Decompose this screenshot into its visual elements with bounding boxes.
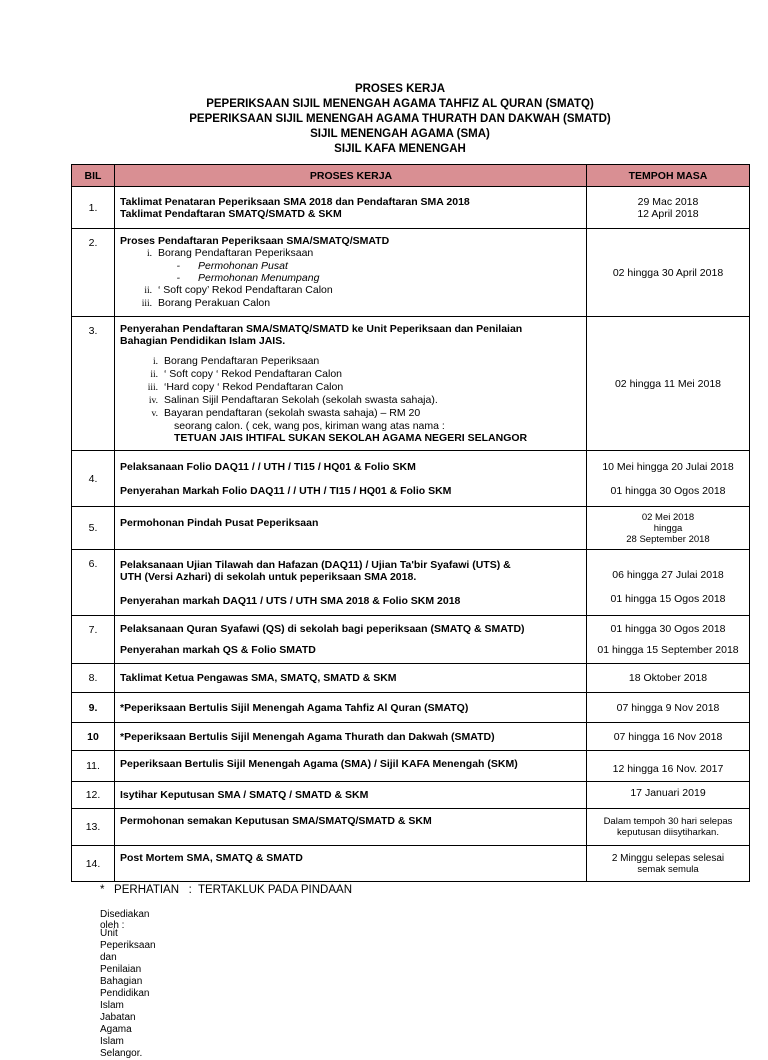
period-line: 01 hingga 15 Ogos 2018 [610,592,726,605]
table-row [72,723,750,751]
row-number: 14. [72,846,115,882]
organization-line: Jabatan Agama Islam Selangor. [100,1012,143,1059]
row-number: 8. [72,664,115,693]
row-period [587,616,750,664]
row-process: *Peperiksaan Bertulis Sijil Menengah Agama Tahfiz Al Quran (SMATQ) [115,693,587,723]
row-period: 02 hingga 11 Mei 2018 [587,317,750,451]
row-number: 12. [72,782,115,809]
process-line: Taklimat Pendaftaran SMATQ/SMATD & SKM [120,207,342,220]
list-item: - Permohonan Menumpang [176,272,320,284]
row-period [587,809,750,846]
amendment-note: * PERHATIAN : TERTAKLUK PADA PINDAAN [100,884,353,896]
row-number: 13. [72,809,115,846]
row-number: 6. [72,550,115,616]
period-line: Dalam tempoh 30 hari selepas [603,816,733,827]
row-process [115,229,587,317]
title-line: PEPERIKSAAN SIJIL MENENGAH AGAMA TAHFIZ AL QURAN (SMATQ) [206,98,594,110]
row-period [587,846,750,882]
row-process: Permohonan semakan Keputusan SMA/SMATQ/SMATD & SKM [115,809,587,846]
list-item: ii. ‘ Soft copy ‘ Rekod Pendaftaran Calon [150,368,343,380]
list-item: i. Borang Pendaftaran Peperiksaan [152,355,320,367]
payee-name: TETUAN JAIS IHTIFAL SUKAN SEKOLAH AGAMA NEGERI SELANGOR [174,432,528,444]
table-row [72,693,750,723]
row-number: 4. [72,451,115,507]
row-process: Post Mortem SMA, SMATQ & SMATD [115,846,587,882]
title-line: SIJIL MENENGAH AGAMA (SMA) [310,128,490,140]
period-line: 06 hingga 27 Julai 2018 [612,568,724,581]
header-bil: BIL [72,165,115,187]
row-process [115,616,587,664]
process-line: Penyerahan markah QS & Folio SMATD [120,644,316,656]
table-row [72,507,750,550]
process-line: Permohonan Pindah Pusat Peperiksaan [120,517,319,529]
organization-line: Unit Peperiksaan dan Penilaian [100,928,156,975]
period-line: 2 Minggu selepas selesai [611,852,725,864]
process-line: Penyerahan Markah Folio DAQ11 / / UTH / TI15 / HQ01 & Folio SKM [120,484,452,497]
row-period [587,507,750,550]
period-line: 01 hingga 30 Ogos 2018 [610,484,726,497]
period-line: semak semula [637,863,699,875]
table-row [72,451,750,507]
table-row [72,782,750,809]
row-process [115,550,587,616]
row-number: 7. [72,616,115,664]
row-period: 12 hingga 16 Nov. 2017 [587,751,750,782]
process-line: Pelaksanaan Quran Syafawi (QS) di sekolah bagi peperiksaan (SMATQ & SMATD) [120,623,525,635]
row-process [115,317,587,451]
list-item: iii. ‘Hard copy ‘ Rekod Pendaftaran Calon [147,381,344,393]
row-process: *Peperiksaan Bertulis Sijil Menengah Agama Thurath dan Dakwah (SMATD) [115,723,587,751]
table-row [72,550,750,616]
period-line: 01 hingga 30 Ogos 2018 [610,623,726,635]
period-line: 01 hingga 15 September 2018 [597,644,739,656]
row-process [115,187,587,229]
period-line: hingga [653,522,683,534]
row-period: 17 Januari 2019 [587,782,750,809]
title-line: PEPERIKSAAN SIJIL MENENGAH AGAMA THURATH DAN DAKWAH (SMATD) [189,113,611,125]
list-item: v. Bayaran pendaftaran (sekolah swasta sahaja) – RM 20 [151,407,421,419]
document-title [0,82,768,157]
process-line: Pelaksanaan Folio DAQ11 / / UTH / TI15 / HQ01 & Folio SKM [120,460,416,473]
list-item: iii. Borang Perakuan Calon [141,297,271,309]
row-process: Taklimat Ketua Pengawas SMA, SMATQ, SMATD & SKM [115,664,587,693]
list-item: iv. Salinan Sijil Pendaftaran Sekolah (sekolah swasta sahaja). [148,394,438,406]
period-line: 12 April 2018 [637,207,699,220]
row-period: 07 hingga 16 Nov 2018 [587,723,750,751]
header-proses-kerja: PROSES KERJA [115,165,587,187]
row-process: Isytihar Keputusan SMA / SMATQ / SMATD & SKM [115,782,587,809]
period-line: 10 Mei hingga 20 Julai 2018 [602,460,734,473]
row-process [115,507,587,550]
table-row [72,187,750,229]
prepared-by-label: Disediakan oleh : [100,909,150,931]
organization-block [100,928,156,1060]
process-title: Bahagian Pendidikan Islam JAIS. [120,335,286,347]
row-period: 07 hingga 9 Nov 2018 [587,693,750,723]
table-header-row [72,165,750,187]
row-number: 3. [72,317,115,451]
process-line: Pelaksanaan Ujian Tilawah dan Hafazan (DAQ11) / Ujian Ta'bir Syafawi (UTS) & [120,558,511,571]
period-line: 02 Mei 2018 [641,511,695,523]
process-table [71,164,750,882]
row-period [587,451,750,507]
row-number: 1. [72,187,115,229]
table-row [72,809,750,846]
process-title: Penyerahan Pendaftaran SMA/SMATQ/SMATD ke Unit Peperiksaan dan Penilaian [120,323,523,335]
row-number: 9. [72,693,115,723]
process-line: Penyerahan markah DAQ11 / UTS / UTH SMA 2018 & Folio SKM 2018 [120,594,461,607]
row-number: 2. [72,229,115,317]
process-line: UTH (Versi Azhari) di sekolah untuk peperiksaan SMA 2018. [120,570,417,583]
table-row [72,317,750,451]
title-line: SIJIL KAFA MENENGAH [334,143,466,155]
row-period: 02 hingga 30 April 2018 [587,229,750,317]
row-period [587,187,750,229]
row-period: 18 Oktober 2018 [587,664,750,693]
table-row [72,664,750,693]
table-row [72,229,750,317]
header-tempoh-masa: TEMPOH MASA [587,165,750,187]
table-row [72,751,750,782]
row-process: Peperiksaan Bertulis Sijil Menengah Agama (SMA) / Sijil KAFA Menengah (SKM) [115,751,587,782]
row-number: 11. [72,751,115,782]
row-number: 5. [72,507,115,550]
list-item-continuation: seorang calon. ( cek, wang pos, kiriman wang atas nama : [174,420,445,432]
period-line: 29 Mac 2018 [637,195,699,208]
list-item: i. Borang Pendaftaran Peperiksaan [146,247,314,259]
process-line: Taklimat Penataran Peperiksaan SMA 2018 dan Pendaftaran SMA 2018 [120,195,470,208]
title-line: PROSES KERJA [354,83,446,95]
period-line: keputusan diisytiharkan. [617,827,719,838]
list-item: - Permohonan Pusat [176,260,288,272]
process-title: Proses Pendaftaran Peperiksaan SMA/SMATQ/SMATD [120,235,390,247]
list-item: ii. ‘ Soft copy’ Rekod Pendaftaran Calon [144,284,333,296]
row-number: 10 [72,723,115,751]
table-row [72,846,750,882]
row-period [587,550,750,616]
period-line: 28 September 2018 [626,533,710,545]
organization-line: Bahagian Pendidikan Islam [100,976,150,1011]
table-row [72,616,750,664]
row-process [115,451,587,507]
